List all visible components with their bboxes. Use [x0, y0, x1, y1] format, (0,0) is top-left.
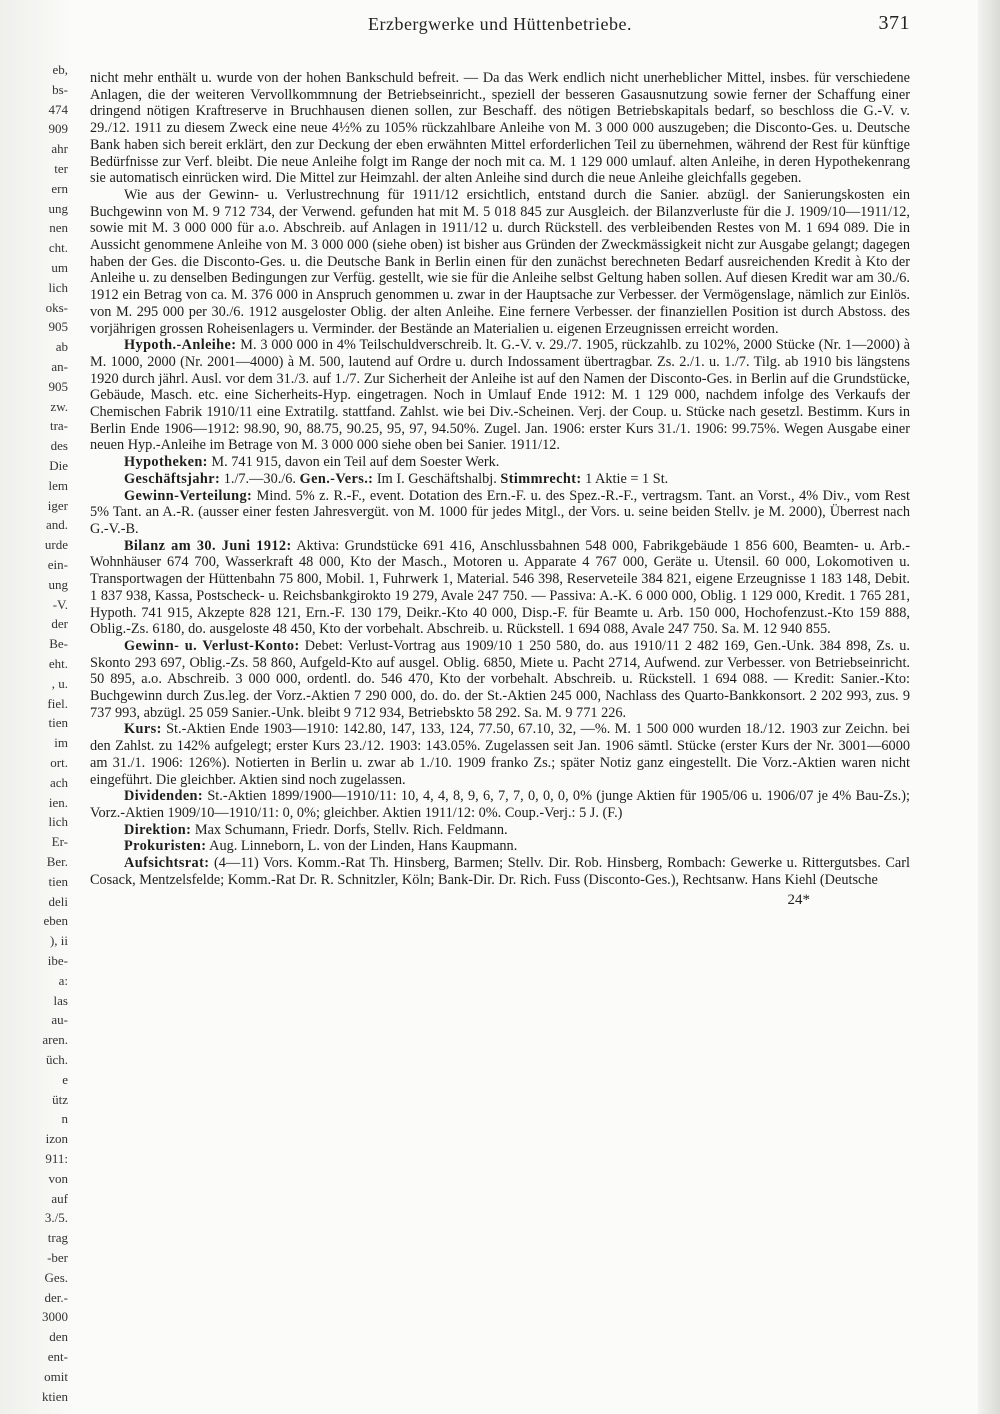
margin-fragment: 909: [48, 121, 68, 137]
section-label: Prokuristen:: [124, 838, 207, 855]
margin-fragment: Ber.: [46, 854, 68, 869]
margin-fragment: a:: [58, 972, 68, 988]
paragraph-text: Max Schumann, Friedr. Dorfs, Stellv. Rich. Feldmann.: [191, 821, 508, 838]
section-label: Stimmrecht:: [500, 470, 582, 487]
margin-fragment: ung: [48, 200, 68, 216]
paragraph-text: Aktiva: Grundstücke 691 416, Anschlussbahnen 548 000, Fabrikgebäude 1 856 600, Beamten- u. Arb.-Wohnhäuser 674 700, Wasserkraft 48 000, Kto der Masch., Motoren u. Apparate 4 767 000, Geräte u. Utensil. 60 000, Lokomotiven u. Transportwagen der Hüttenbahn 75 800, Mobil. 1, Fuhrwerk 1, Material. 546 398, Reserveteile 384 821, eigene Erzeugnisse 1 183 148, Debit. 1 837 938, Kassa, Postscheck- u. Reichsbankgirokto 19 279, Avale 247 750. — Passiva: A.-K. 6 000 000, Oblig. 1 129 000, Kredit. 1 765 281, Hypoth. 741 915, Akzepte 828 121, Ern.-F. 130 179, Deikr.-Kto 40 000, Disp.-F. für Beamte u. Arb. 150 000, Hochofenzust.-Kto 159 888, Oblig.-Zs. 6180, do. ausgeloste 48 450, Kto der vorbehalt. Abschreib. u. Rückstell. 1 694 088, Avale 247 750. Sa. M. 12 940 855.: [90, 537, 910, 638]
margin-fragment: 474: [48, 101, 68, 117]
margin-fragment: -ber: [47, 1250, 68, 1265]
margin-fragment: las: [53, 992, 68, 1008]
margin-fragment: deli: [48, 893, 68, 909]
paragraph-text: 1 Aktie = 1 St.: [581, 470, 669, 487]
paragraph: [90, 471, 910, 488]
margin-fragment: Er-: [51, 834, 68, 850]
margin-fragment: lich: [48, 814, 68, 830]
paragraph: [90, 855, 910, 888]
margin-fragment: ung: [48, 576, 68, 592]
margin-fragment: aren.: [42, 1032, 68, 1048]
paragraph: [90, 838, 910, 855]
margin-fragment: eb,: [52, 62, 68, 77]
section-label: Geschäftsjahr:: [124, 470, 221, 487]
paragraph: [90, 70, 910, 187]
margin-fragment: Be-: [49, 636, 68, 652]
paragraph-text: Wie aus der Gewinn- u. Verlustrechnung für 1911/12 ersichtlich, entstand durch die Sanier. abzügl. der Sanierungskosten ein Buchgewinn von M. 9 712 734, der Verwend. gefunden hat mit M. 5 018 845 zur Ausgleich. der Bilanzverluste für die J. 1909/10—1911/12, sowie mit M. 3 000 000 für a.o. Abschreib. auf Anlagen in 1911/12 u. durch Rückstell. des verbleibenden Restes von M. 1 694 089. Die in Aussicht genommene Anleihe von M. 3 000 000 (siehe oben) ist bisher aus Gründen der Zweckmässigkeit nicht zur Ausgabe gelangt; dagegen haben der Ges. die Disconto-Ges. u. die Deutsche Bank in Berlin einen für den zunächst berechneten Bedarf ausreichenden Kredit à Kto der Anleihe u. zu denselben Bedingungen zur Verfüg. gestellt, wie sie für die Anleihe selbst Geltung haben sollen. Auf diesen Kredit war am 30./6. 1912 ein Betrag von ca. M. 376 000 in Anspruch genommen u. zwar in der Hauptsache zur Verbesser. der Vermögenslage, nämlich zur Einlös. von M. 295 000 per 30./6. 1912 ausgeloster Oblig. der alten Anleihe. Eine fernere Verbesser. der finanziellen Position ist durch Abstoss. des vorjährigen grossen Roheisenlagers u. Verminder. der Bestände an Materialien u. eigenen Erzeugnissen erreicht worden.: [90, 186, 910, 337]
margin-fragment: oks-: [45, 299, 68, 315]
margin-fragment: ibe-: [47, 953, 68, 968]
margin-fragment: ein-: [47, 557, 68, 572]
margin-fragment: 3000: [42, 1309, 68, 1325]
margin-fragment: im: [54, 735, 68, 751]
paragraph-text: M. 741 915, davon ein Teil auf dem Soester Werk.: [207, 454, 500, 471]
paragraph-text: St.-Aktien Ende 1903—1910: 142.80, 147, 133, 124, 77.50, 67.10, 32, —%. M. 1 500 000 wurden 18./12. 1903 zur Zeichn. bei den Zahlst. zu 142% aufgelegt; erster Kurs 23./12. 1903: 143.05%. Zugelassen seit Jan. 1906 sämtl. Stücke (erster Kurs der Nr. 3001—6000 am 31./1. 1906: 126%). Notierten in Berlin u. zwar ab 1./10. 1909 franko Zs.; später Notiz ganz eingestellt. Die Vorz.-Aktien waren nicht eingeführt. Die gleichber. Aktien sind noch zugelassen.: [90, 721, 910, 788]
section-label: Bilanz am 30. Juni 1912:: [124, 537, 292, 554]
section-label: Hypoth.-Anleihe:: [124, 337, 237, 354]
margin-fragment: ), ii: [49, 933, 68, 949]
margin-fragment: ktien: [42, 1388, 68, 1404]
margin-fragment: 911:: [45, 1151, 68, 1166]
margin-fragment: tien: [48, 715, 68, 731]
margin-fragment: e: [62, 1071, 68, 1087]
section-label: Direktion:: [124, 821, 192, 838]
margin-fragment: auf: [51, 1190, 68, 1206]
page: [90, 14, 910, 909]
section-label: Gewinn- u. Verlust-Konto:: [124, 637, 300, 654]
margin-fragment: zw.: [50, 398, 68, 414]
margin-fragment: den: [49, 1329, 68, 1345]
paragraph-text: St.-Aktien 1899/1900—1910/11: 10, 4, 4, 8, 9, 6, 7, 7, 0, 0, 0, 0% (junge Aktien für 1905/06 u. 1906/07 je 4% Bau-Zs.); Vorz.-Aktien 1909/10—1910/11: 0, 0%; gleichber. Aktien 1911/12: 0%. Coup.-Verj.: 5 J. (F.): [90, 788, 910, 821]
margin-fragment: ern: [51, 180, 68, 196]
paragraph: [90, 638, 910, 722]
margin-fragment: ter: [54, 161, 68, 176]
paragraph-text: (4—11) Vors. Komm.-Rat Th. Hinsberg, Barmen; Stellv. Dir. Rob. Hinsberg, Rombach: Gewerke u. Rittergutsbes. Carl Cosack, Mentzelsfelde; Komm.-Rat Dr. R. Schnitzler, Köln; Bank-Dir. Dr. Rich. Fuss (Disconto-Ges.), Rechtsanw. Hans Kiehl (Deutsche: [90, 855, 910, 888]
margin-fragment: eht.: [48, 656, 68, 671]
margin-fragment: trag: [47, 1230, 68, 1246]
margin-fragment: Die: [49, 458, 68, 473]
section-label: Dividenden:: [124, 788, 204, 805]
paragraph: [90, 187, 910, 337]
paragraph: [90, 822, 910, 839]
margin-fragment: üch.: [45, 1052, 68, 1067]
margin-fragment: cht.: [48, 240, 68, 256]
margin-fragment: 905: [48, 319, 68, 335]
margin-fragment: des: [50, 438, 68, 454]
margin-fragment: der.-: [44, 1289, 68, 1305]
margin-fragment: tien: [48, 873, 68, 889]
margin-fragment: ach: [49, 774, 68, 790]
margin-fragment: der: [51, 616, 68, 632]
margin-fragment: an-: [51, 359, 68, 374]
margin-fragment: omit: [44, 1368, 68, 1384]
paragraph-text: Mind. 5% z. R.-F., event. Dotation des Ern.-F. u. des Spez.-R.-F., vertragsm. Tant. an Vorst., 4% Div., vom Rest 5% Tant. an A.-R. (ausser einer festen Jahresvergüt. von M. 1000 für jedes Mitgl., der Vors. u. seine beiden Stellv. je M. 2000), Überrest nach G.-V.-B.: [90, 487, 910, 537]
margin-fragment: 3./5.: [44, 1210, 68, 1226]
paragraph-text: M. 3 000 000 in 4% Teilschuldverschreib. lt. G.-V. v. 29./7. 1905, rückzahlb. zu 102%, 2000 Stücke (Nr. 1—2000) à M. 1000, 2000 (Nr. 2001—4000) à M. 500, lautend auf Ordre u. durch Indossament übertragbar. Zs. 2./1. u. 1./7. Tilg. ab 1910 bis längstens 1920 durch jährl. Ausl. vor dem 31./3. auf 1./7. Zur Sicherheit der Anleihe ist auf den Namen der Disconto-Ges. in Berlin auf die Grundstücke, Gebäude, Masch. etc. eine Sicherheits-Hyp. eingetragen. Noch in Umlauf Ende 1912: M. 1 129 000, nachdem infolge des Verkaufs der Chemischen Fabrik 1910/11 eine Extratilg. stattfand. Zahlst. wie bei Div.-Scheinen. Verj. der Coup. u. Stücke nach gesetzl. Bestimm. Kurs in Berlin Ende 1906—1912: 98.90, 90, 88.75, 90.25, 95, 97, 94.50%. Zugel. Jan. 1906: erster Kurs 31./1. 1906: 99.75%. Wegen Ausgabe einer neuen Hyp.-Anleihe im Betrage von M. 3 000 000 siehe oben bei Sanier. 1911/12.: [90, 337, 910, 454]
margin-fragment: ahr: [51, 141, 68, 157]
paragraph-text: 1./7.—30./6.: [220, 470, 300, 487]
section-label: Gen.-Vers.:: [299, 470, 374, 487]
margin-fragment: ütz: [52, 1091, 68, 1107]
signature-mark: 24*: [787, 892, 810, 909]
margin-fragment: ort.: [50, 755, 68, 770]
paragraph-text: nicht mehr enthält u. wurde von der hohen Bankschuld befreit. — Da das Werk endlich nicht unerheblicher Mittel, insbes. für verschiedene Anlagen, die der weiteren Vervollkommnung der Betriebseinricht., speziell der besseren Gasausnutzung sowie ferner der Schaffung einer dringend nötigen Kraftreserve in Bruchhausen dienen sollen, zur Beschaff. des nötigen Betriebskapitals bedarf, so beschloss die G.-V. v. 29./12. 1911 zu diesem Zweck eine neue 4½% zu 105% rückzahlbare Anleihe von M. 3 000 000 auszugeben; die Disconto-Ges. u. Deutsche Bank haben sich bereit erklärt, den zur Deckung der eben erwähnten Mittel erforderlichen Teil zu übernehmen, während der Rest für künftige Bedürfnisse zur Verf. bleibt. Die neue Anleihe folgt im Range der noch mit ca. M. 1 129 000 umlauf. alten Anleihe, in deren Hypothekenrang sie automatisch einrücken wird. Die Mittel zur Heimzahl. der alten Anleihe sind durch die neue Anleihe gleichfalls gegeben.: [90, 70, 910, 187]
adjacent-page-margin: [0, 0, 74, 1414]
margin-fragment: 905: [48, 378, 68, 394]
page-number: 371: [878, 12, 910, 34]
running-header: [90, 14, 910, 44]
margin-fragment: bs-: [52, 81, 68, 97]
margin-fragment: eben: [43, 913, 68, 929]
margin-fragment: izon: [45, 1131, 68, 1147]
margin-fragment: , u.: [51, 675, 68, 691]
section-label: Hypotheken:: [124, 454, 208, 471]
section-label: Kurs:: [124, 721, 162, 738]
section-label: Aufsichtsrat:: [124, 855, 210, 872]
paragraph: [90, 538, 910, 638]
margin-fragment: n: [61, 1111, 68, 1127]
paragraph: [90, 337, 910, 454]
margin-fragment: urde: [44, 537, 68, 553]
margin-fragment: ien.: [48, 794, 68, 810]
paragraph-text: Im I. Geschäftshalbj.: [373, 470, 501, 487]
margin-fragment: tra-: [49, 418, 68, 434]
margin-fragment: nen: [49, 220, 68, 236]
paragraph: [90, 454, 910, 471]
document-body: [90, 70, 910, 888]
margin-fragment: Ges.: [44, 1269, 68, 1285]
margin-fragment: um: [51, 260, 68, 275]
section-label: Gewinn-Verteilung:: [124, 487, 253, 504]
paragraph: [90, 788, 910, 821]
margin-fragment: ent-: [47, 1349, 68, 1364]
margin-fragment: fiel.: [47, 695, 68, 711]
margin-fragment: and.: [45, 517, 68, 533]
page-edge-shadow: [978, 0, 1000, 1414]
paragraph: [90, 721, 910, 788]
margin-fragment: lich: [48, 279, 68, 295]
margin-fragment: -V.: [52, 596, 68, 612]
margin-fragment: von: [48, 1170, 68, 1186]
paragraph-text: Debet: Verlust-Vortrag aus 1909/10 1 250 580, do. aus 1910/11 2 482 169, Gen.-Unk. 384 898, Zs. u. Skonto 293 697, Oblig.-Zs. 58 860, Aufgeld-Kto auf ausgel. Oblig. 6850, Miete u. Pacht 2714, Aufwend. zur Verbesser. von Betriebseinricht. 50 895, a.o. Abschreib. 3 000 000, ordentl. do. 546 470, Kto der vorbehalt. Abschreib. u. Rückstell. 1 694 088. — Kredit: Sanier.-Kto: Buchgewinn durch Zus.leg. der Vorz.-Aktien 7 290 000, do. do. der St.-Aktien 245 000, Nachlass des Quarto-Bankkonsort. 2 202 993, zus. 9 737 993, abzügl. 25 059 Sanier.-Unk. bleibt 9 712 934, Betriebskto 58 292. Sa. M. 9 771 226.: [90, 637, 911, 721]
margin-fragment: lem: [48, 477, 68, 493]
paragraph: [90, 488, 910, 538]
margin-fragment: au-: [51, 1012, 68, 1028]
header-title: Erzbergwerke und Hüttenbetriebe.: [367, 14, 633, 34]
paragraph-text: Aug. Linneborn, L. von der Linden, Hans Kaupmann.: [206, 838, 518, 855]
margin-fragment: iger: [47, 497, 68, 513]
margin-fragment: ab: [55, 339, 68, 355]
